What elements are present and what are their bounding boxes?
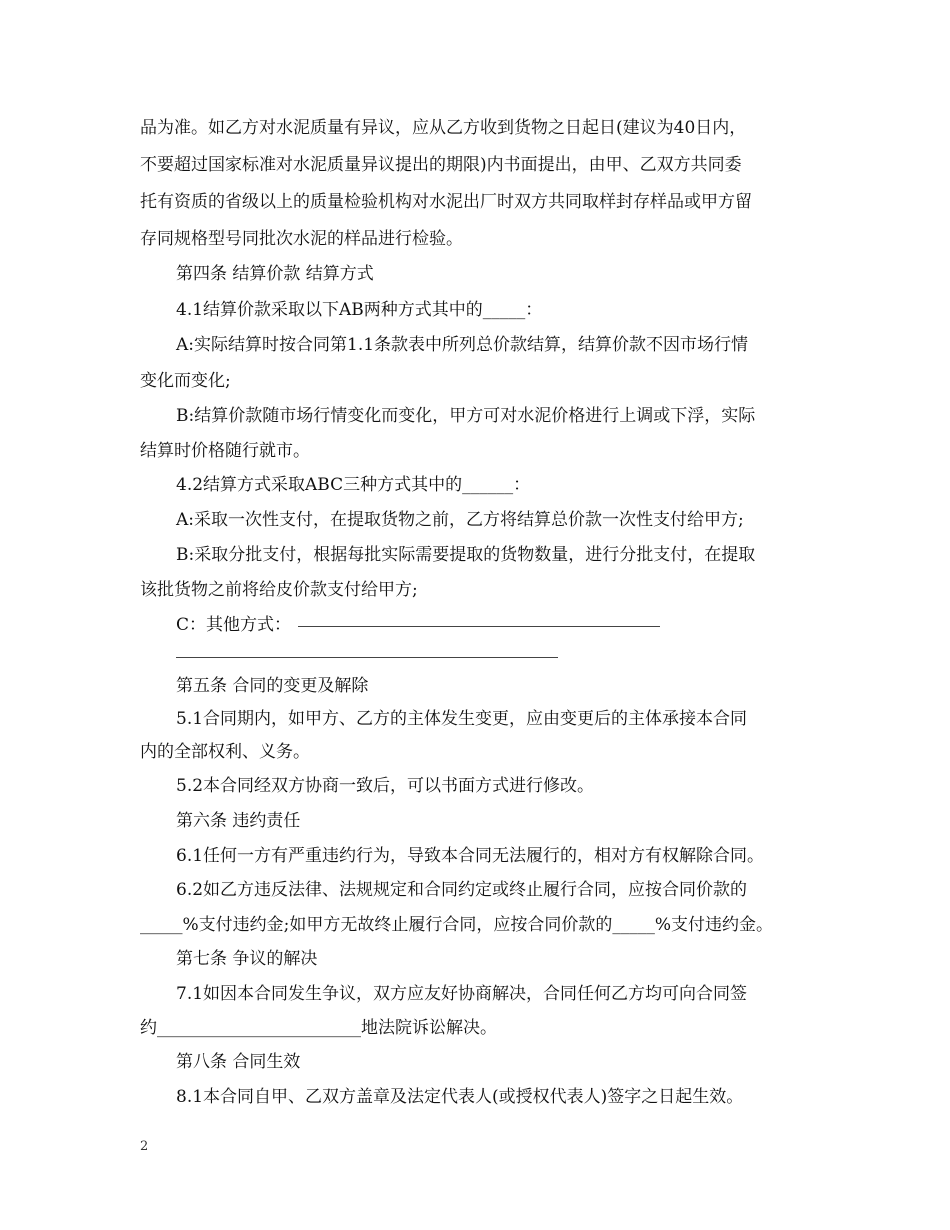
paragraph-line: 该批货物之前将给皮价款支付给甲方; [140,580,418,600]
paragraph-line: 5.1合同期内，如甲方、乙方的主体发生变更，应由变更后的主体承接本合同 [176,709,748,729]
page-number: 2 [140,1139,149,1154]
paragraph-line: 存同规格型号同批次水泥的样品进行检验。 [140,229,463,249]
blank-underline [298,626,660,627]
paragraph-line: 6.2如乙方违反法律、法规规定和合同约定或终止履行合同，应按合同价款的 [176,880,748,900]
section-heading-5: 第五条 合同的变更及解除 [176,676,369,696]
section-heading-8: 第八条 合同生效 [176,1052,301,1072]
paragraph-line: 约________________________地法院诉讼解决。 [140,1018,497,1038]
paragraph-line: 托有资质的省级以上的质量检验机构对水泥出厂时双方共同取样封存样品或甲方留 [140,192,752,212]
section-heading-4: 第四条 结算价款 结算方式 [176,264,374,284]
paragraph-line: 5.2本合同经双方协商一致后，可以书面方式进行修改。 [176,776,595,796]
paragraph-line: 8.1本合同自甲、乙双方盖章及法定代表人(或授权代表人)签字之日起生效。 [176,1087,744,1107]
paragraph-line: B:采取分批支付，根据每批实际需要提取的货物数量，进行分批支付，在提取 [176,545,756,565]
paragraph-line: 6.1任何一方有严重违约行为，导致本合同无法履行的，相对方有权解除合同。 [176,846,765,866]
paragraph-line: B:结算价款随市场行情变化而变化，甲方可对水泥价格进行上调或下浮，实际 [176,406,756,426]
paragraph-line: 7.1如因本合同发生争议，双方应友好协商解决，合同任何乙方均可向合同签 [176,984,748,1004]
paragraph-line: 4.1结算价款采取以下AB两种方式其中的_____： [176,300,543,320]
paragraph-line: 4.2结算方式采取ABC三种方式其中的______： [176,475,531,495]
blank-underline [176,657,558,658]
paragraph-line: 结算时价格随行就市。 [140,441,310,461]
paragraph-line: 变化而变化; [140,371,231,391]
paragraph-line: 内的全部权利、义务。 [140,742,310,762]
paragraph-line: 品为准。如乙方对水泥质量有异议，应从乙方收到货物之日起日(建议为40日内， [140,118,747,138]
section-heading-7: 第七条 争议的解决 [176,949,318,969]
paragraph-line: C：其他方式： [176,615,292,635]
paragraph-line: _____%支付违约金;如甲方无故终止履行合同，应按合同价款的_____%支付违约金。 [140,915,774,935]
paragraph-line: A:采取一次性支付，在提取货物之前，乙方将结算总价款一次性支付给甲方; [176,510,744,530]
paragraph-line: 不要超过国家标准对水泥质量异议提出的期限)内书面提出，由甲、乙双方共同委 [140,155,742,175]
section-heading-6: 第六条 违约责任 [176,811,301,831]
paragraph-line: A:实际结算时按合同第1.1条款表中所列总价款结算，结算价款不因市场行情 [176,335,749,355]
